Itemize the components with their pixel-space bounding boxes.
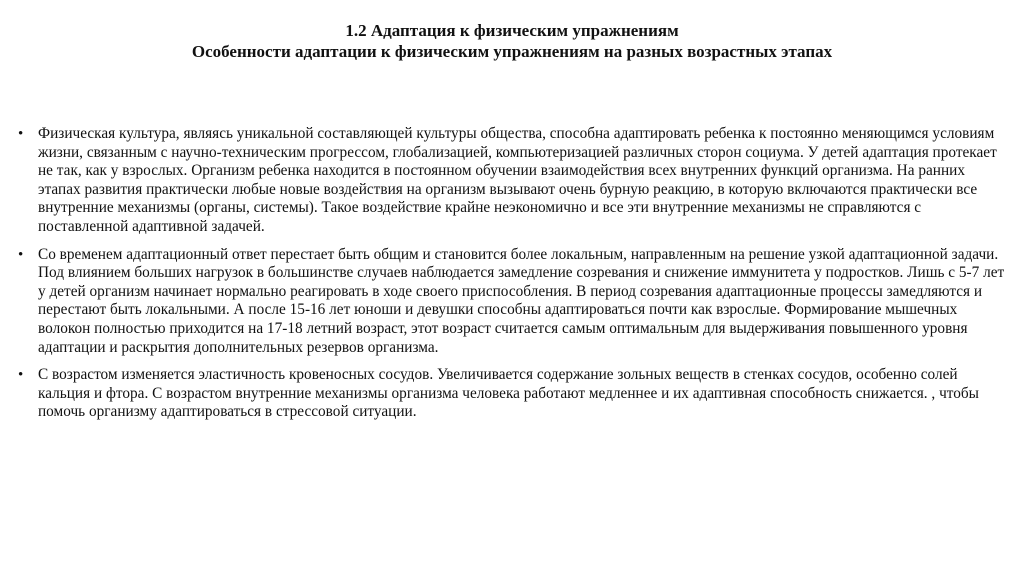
title-line-1: 1.2 Адаптация к физическим упражнениям [345,21,679,40]
bullet-marker: • [18,246,24,263]
bullet-marker: • [18,367,24,384]
bullet-item [18,125,1008,237]
title-line-2: Особенности адаптации к физическим упражнениям на разных возрастных этапах [191,42,833,61]
bullet-text: Физическая культура, являясь уникальной составляющей культуры общества, способна адаптировать ребенка к постоянно меняющимся условиям жизни, связанным с научно-техническим прогрессом, глобализацией, компьютеризацией различных сторон социума. У детей адаптация протекает не так, как у взрослых. Организм ребенка находится в постоянном обучении взаимодействия всех внутренних функций организма. На ранних этапах развития практически любые новые воздействия на организм вызывают очень бурную реакцию, в которую включаются практически все внутренние механизмы (органы, системы). Такое воздействие крайне неэкономично и все эти внутренние механизмы не справляются с поставленной адаптивной задачей. [38,125,997,235]
bullet-item [18,246,1008,358]
bullet-text: С возрастом изменяется эластичность кровеносных сосудов. Увеличивается содержание зольных веществ в стенках сосудов, особенно солей кальция и фтора. С возрастом внутренние механизмы организма человека работают медленнее и их адаптивная способность снижается. , чтобы помочь организму адаптироваться в стрессовой ситуации. [38,366,979,421]
bullet-list [18,125,1008,431]
bullet-marker: • [18,126,24,142]
slide-title [0,20,1024,62]
bullet-text: Со временем адаптационный ответ перестает быть общим и становится более локальным, направленным на решение узкой адаптационной задачи. Под влиянием больших нагрузок в большинстве случаев наблюдается замедление созревания и снижение иммунитета у подростков. Лишь с 5-7 лет у детей организм начинает нормально реагировать в ходе своего приспособления. В период созревания адаптационные процессы замедляются и перестают быть локальными. А после 15-16 лет юноши и девушки способны адаптироваться почти как взрослые. Формирование мышечных волокон полностью приходится на 17-18 летний возраст, этот возраст считается самым оптимальным для выдерживания повышенного уровня адаптации и раскрытия дополнительных резервов организма. [38,245,1005,356]
bullet-item [18,366,1008,422]
